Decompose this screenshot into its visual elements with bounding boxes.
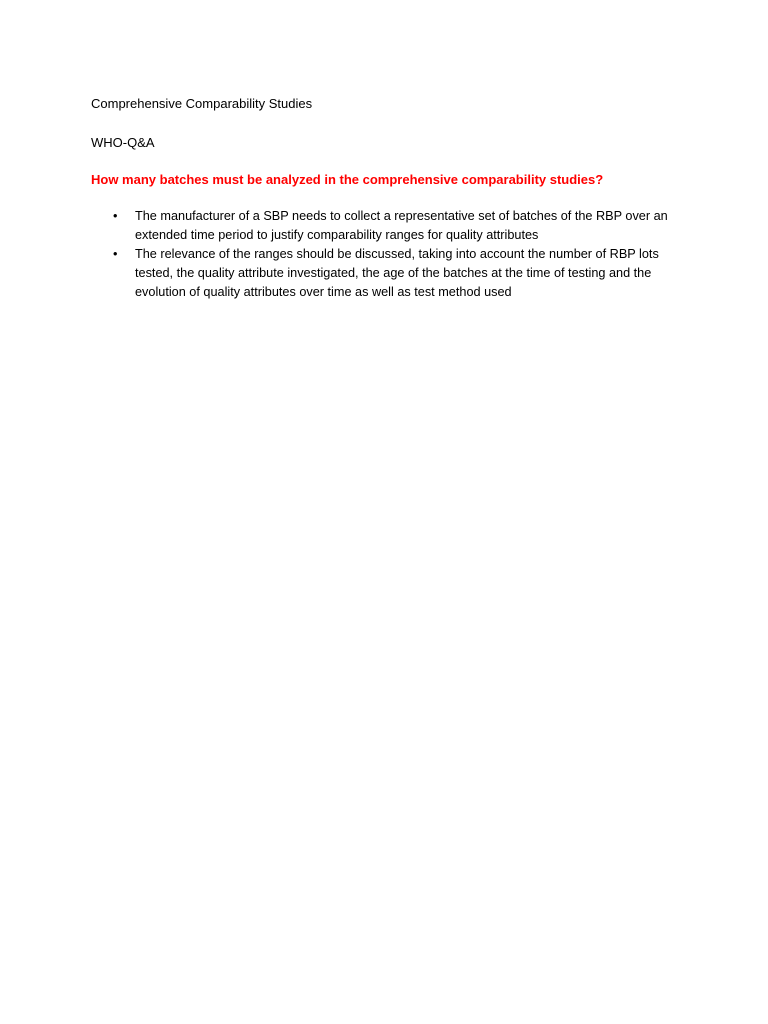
bullet-list — [91, 207, 691, 302]
document-content — [91, 94, 691, 302]
bullet-icon: • — [113, 246, 118, 261]
bullet-text: The manufacturer of a SBP needs to collect a representative set of batches of the RBP over an extended time period to justify comparability ranges for quality attributes — [135, 208, 668, 242]
document-subtitle: WHO-Q&A — [91, 134, 155, 150]
document-title: Comprehensive Comparability Studies — [91, 96, 313, 111]
list-item — [91, 245, 690, 302]
bullet-icon: • — [113, 208, 118, 223]
bullet-text: The relevance of the ranges should be discussed, taking into account the number of RBP lots tested, the quality attribute investigated, the age of the batches at the time of testing and the evolution of quality attributes over time as well as test method used — [135, 246, 659, 299]
list-item — [91, 207, 690, 245]
question-heading: How many batches must be analyzed in the comprehensive comparability studies? — [91, 172, 604, 187]
